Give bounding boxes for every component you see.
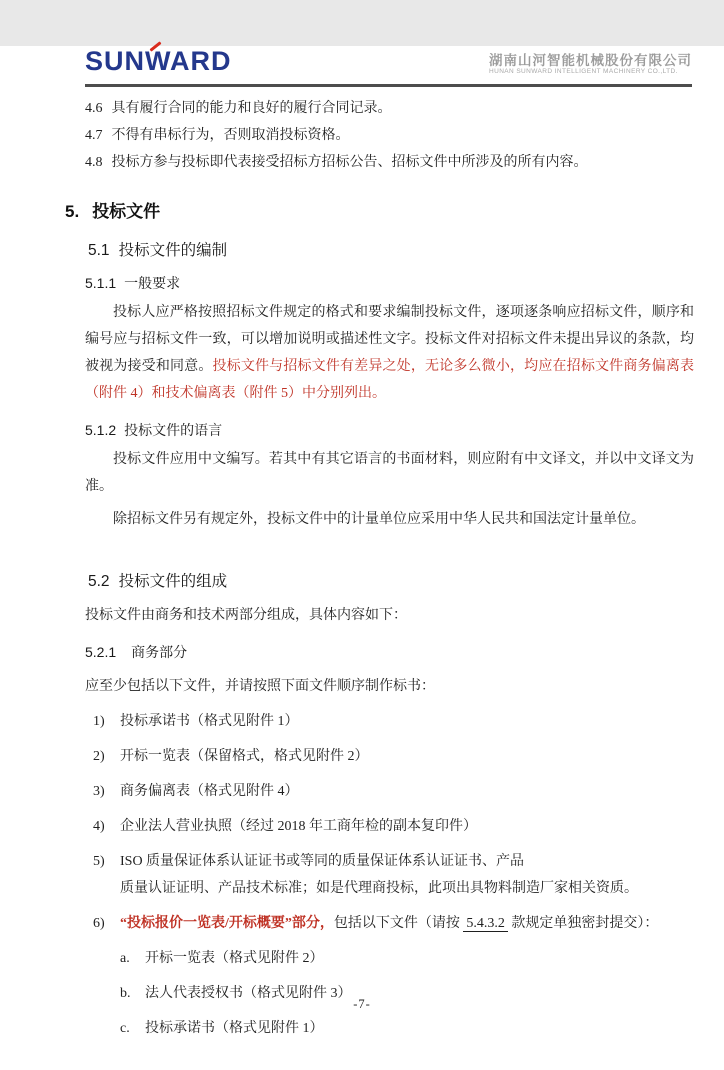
sub-item-text: 法人代表授权书（格式见附件 3）	[145, 986, 352, 1001]
sub-item-text: 投标承诺书（格式见附件 1）	[145, 1021, 324, 1036]
section-5-2-heading	[88, 569, 694, 591]
deviation-warning-red-text: 投标文件与招标文件有差异之处，无论多么微小，均应在招标文件商务偏离表（附件 4）和技术偏离表（附件 5）中分别列出。	[85, 359, 694, 401]
clause-number: 4.8	[85, 155, 103, 170]
list-item-text: 商务偏离表（格式见附件 4）	[120, 784, 299, 799]
clause-4-7	[85, 122, 694, 149]
list-item-number: 3)	[93, 784, 105, 799]
language-paragraph-1: 投标文件应用中文编写。若其中有其它语言的书面材料，则应附有中文译文，并以中文译文为准。	[85, 452, 694, 494]
section-5-1-2-heading	[85, 420, 694, 440]
list-item-4	[85, 813, 694, 840]
page-number: -7-	[353, 997, 371, 1011]
heading-number: 5.2	[88, 573, 110, 590]
clause-text: 具有履行合同的能力和良好的履行合同记录。	[111, 101, 392, 116]
heading-number: 5.1.2	[85, 422, 117, 438]
heading-title: 投标文件的编制	[118, 242, 228, 259]
list-item-3	[85, 778, 694, 805]
company-name-cn: 湖南山河智能机械股份有限公司	[489, 53, 692, 68]
page-header	[85, 46, 692, 87]
heading-title: 一般要求	[124, 275, 181, 291]
heading-number: 5.1	[88, 242, 110, 259]
list-item-5	[85, 848, 694, 902]
list-item-1	[85, 708, 694, 735]
document-body	[0, 87, 724, 1042]
sunward-logo	[85, 46, 232, 77]
heading-title: 投标文件的语言	[124, 422, 223, 438]
list-item-2	[85, 743, 694, 770]
sub-item-letter: b.	[120, 986, 131, 1001]
heading-number: 5.1.1	[85, 275, 117, 291]
composition-intro: 投标文件由商务和技术两部分组成，具体内容如下：	[85, 608, 407, 623]
bid-price-section-red-text: “投标报价一览表/开标概要”部分，	[120, 916, 334, 931]
sub-item-c	[120, 1015, 694, 1042]
list-item-text-part: 款规定单独密封提交）：	[511, 916, 659, 931]
sub-item-text: 开标一览表（格式见附件 2）	[145, 951, 324, 966]
sub-item-letter: c.	[120, 1021, 130, 1036]
list-item-line-1: ISO 质量保证体系认证证书或等同的质量保证体系认证证书、产品	[120, 854, 525, 869]
heading-number: 5.2.1	[85, 644, 117, 660]
heading-number: 5.	[65, 202, 80, 221]
list-item-number: 1)	[93, 714, 105, 729]
list-item-text-part: 包括以下文件（请按	[333, 916, 460, 931]
list-item-line-2: 质量认证证明、产品技术标准；如是代理商投标，此项出具物料制造厂家相关资质。	[120, 881, 638, 896]
paragraph-text: 投标人应严格按照招标文件规定的格式和要求编制投标文件，逐项逐条响应招标文件，顺序和编号应与招标文件一致，可以增加说明或描述性文字。投标文件对招标文件未提出异议的条款，均被视为接受和同意。	[85, 305, 694, 374]
list-item-number: 6)	[93, 916, 105, 931]
clause-text: 投标方参与投标即代表接受招标方招标公告、招标文件中所涉及的所有内容。	[111, 155, 588, 170]
list-item-text: 开标一览表（保留格式，格式见附件 2）	[120, 749, 369, 764]
list-item-text: 企业法人营业执照（经过 2018 年工商年检的副本复印件）	[120, 819, 477, 834]
list-item-number: 4)	[93, 819, 105, 834]
heading-title: 商务部分	[131, 644, 188, 660]
section-5-2-1-heading	[85, 642, 694, 662]
list-item-text	[120, 910, 694, 937]
list-item-number: 2)	[93, 749, 105, 764]
clause-text: 不得有串标行为，否则取消投标资格。	[111, 128, 350, 143]
logo-text: SUNWARD	[85, 46, 232, 76]
clause-reference-5-4-3-2: 5.4.3.2	[463, 916, 508, 932]
clause-number: 4.6	[85, 101, 103, 116]
list-item-text	[120, 848, 694, 902]
company-name-en: HUNAN SUNWARD INTELLIGENT MACHINERY CO.,LTD.	[489, 68, 678, 75]
sub-item-a	[120, 945, 694, 972]
heading-title: 投标文件的组成	[118, 573, 228, 590]
general-requirements-paragraph	[85, 299, 694, 407]
clause-number: 4.7	[85, 128, 103, 143]
document-page	[0, 46, 724, 1070]
list-item-text: 投标承诺书（格式见附件 1）	[120, 714, 299, 729]
list-item-6	[85, 910, 694, 937]
section-5-heading	[65, 197, 694, 222]
language-paragraph-2: 除招标文件另有规定外，投标文件中的计量单位应采用中华人民共和国法定计量单位。	[113, 512, 645, 527]
section-5-1-heading	[88, 238, 694, 260]
company-name-block	[489, 53, 692, 77]
heading-title: 投标文件	[92, 202, 161, 221]
sub-item-letter: a.	[120, 951, 130, 966]
commercial-part-intro: 应至少包括以下文件，并请按照下面文件顺序制作标书：	[85, 679, 435, 694]
clause-4-8	[85, 149, 694, 176]
clause-4-6	[85, 95, 694, 122]
section-5-1-1-heading	[85, 273, 694, 293]
list-item-number: 5)	[93, 854, 105, 869]
